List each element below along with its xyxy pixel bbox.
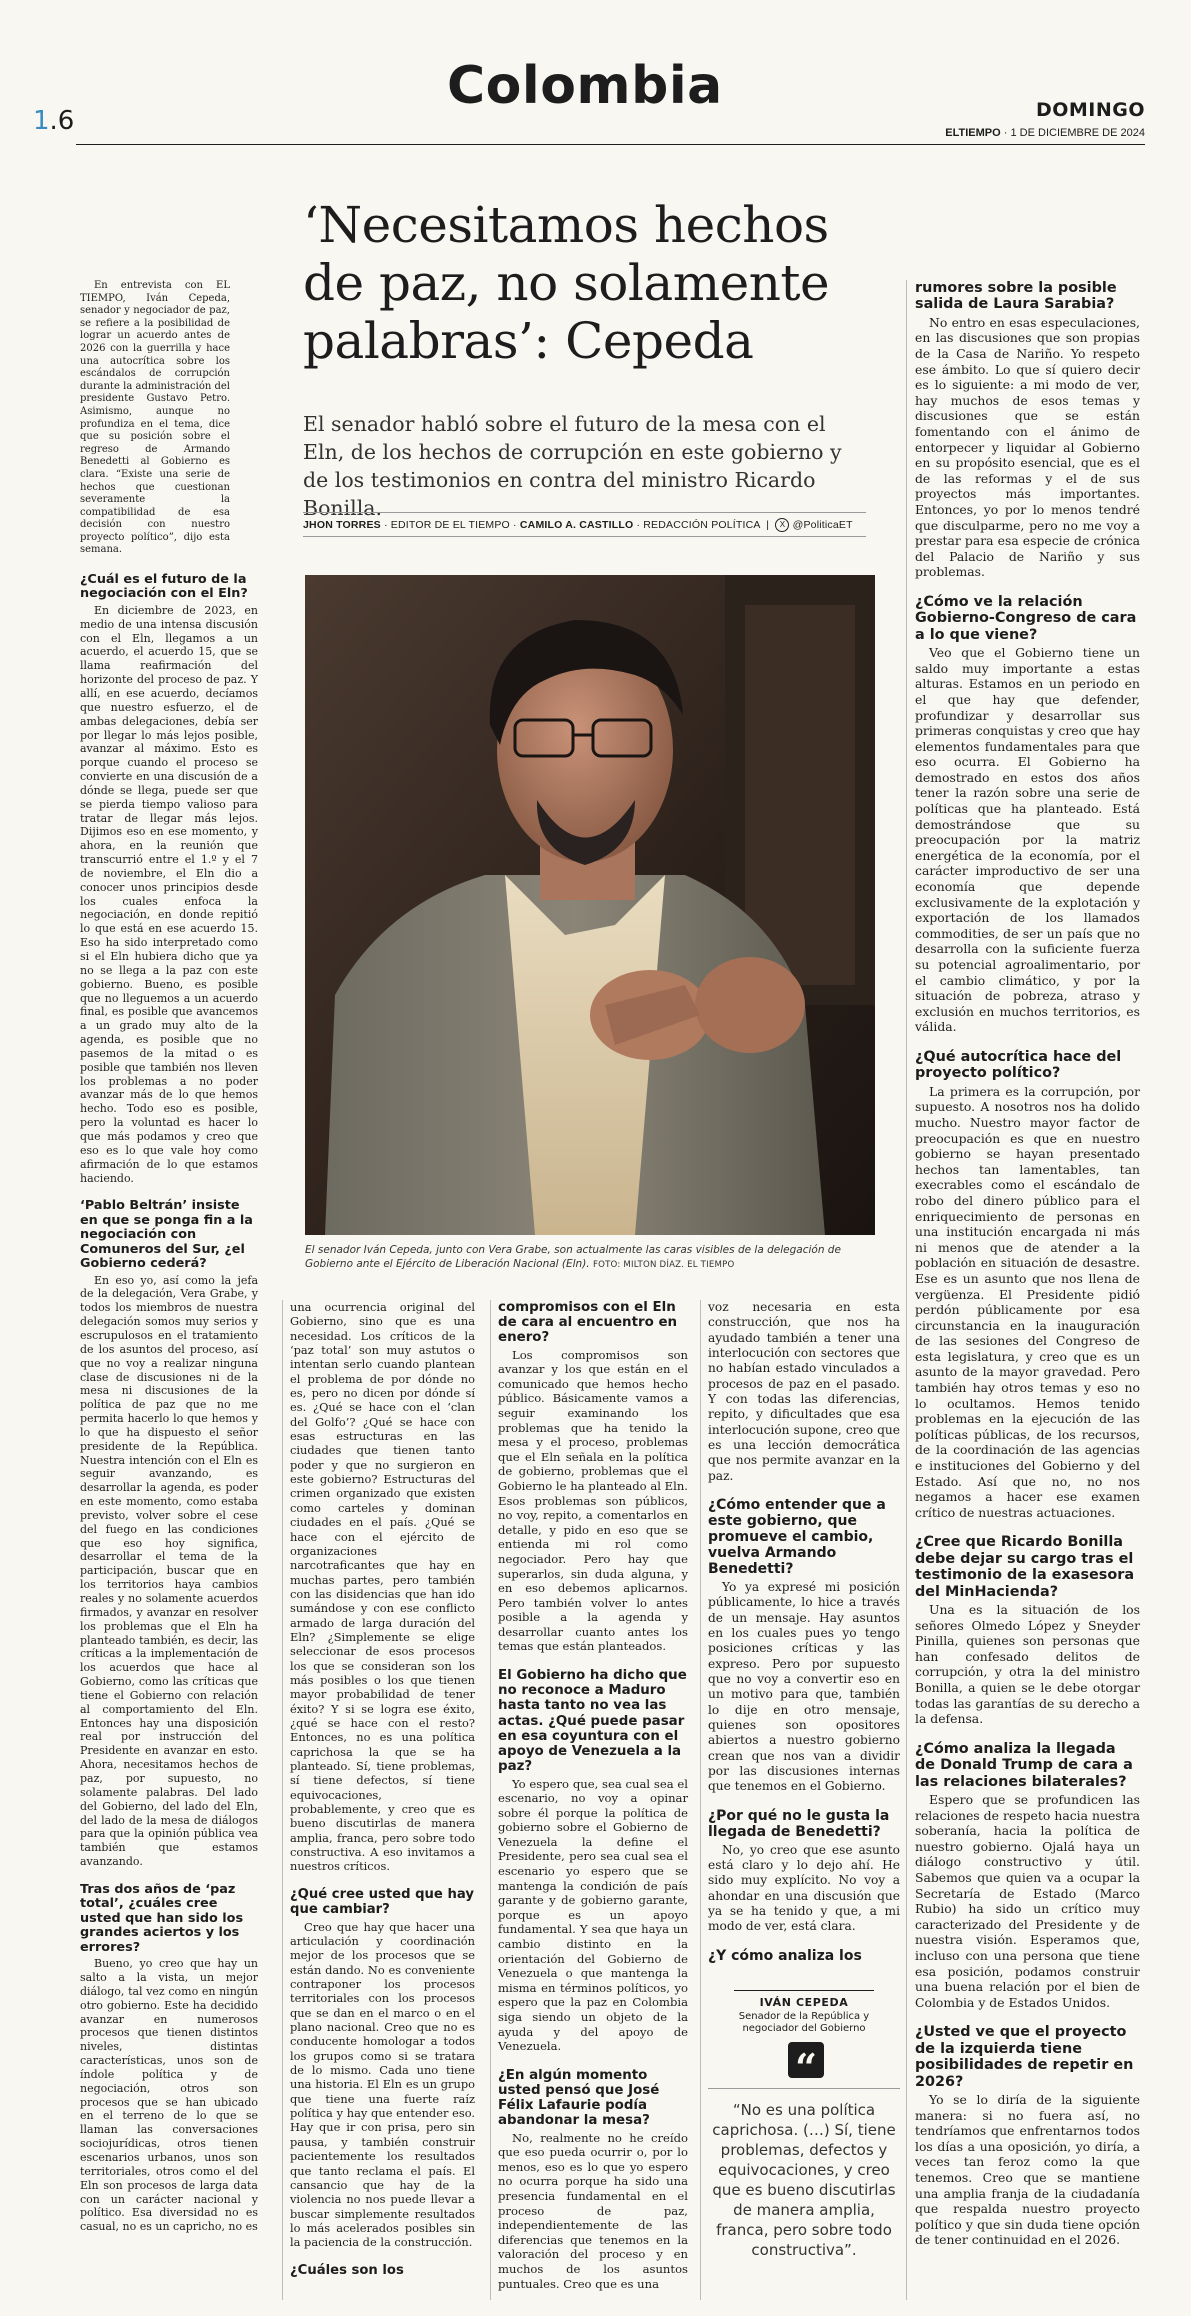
byline: JHON TORRES · EDITOR DE EL TIEMPO · CAMILO A. CASTILLO · REDACCIÓN POLÍTICA | X @PoliticaET bbox=[303, 518, 853, 531]
answer-paragraph: No entro en esas especulaciones, en las discusiones que son propias de la Casa de Nariño. Yo respeto ese ámbito. Lo que sí quiero decir es lo siguiente: a mi modo de ver, hay muchos de esos temas y discusiones que se están fomentando con el ánimo de entorpecer y liquidar al Gobierno en su propósito esencial, que es el de las reformas y el de sus proyectos más importantes. Entonces, yo por lo menos tendré que disculparme, pero no me voy a prestar para esa especie de crónica del Palacio de Nariño y sus problemas. bbox=[915, 314, 1140, 580]
pull-quote-text: “No es una política caprichosa. (…) Sí, tiene problemas, defectos y equivocaciones, y creo que es bueno discutirlas de manera amplia, franca, pero sobre todo constructiva”. bbox=[712, 2101, 896, 2259]
question-heading: ¿Qué cree usted que hay que cambiar? bbox=[290, 1886, 474, 1917]
question-heading: ¿Cuáles son los bbox=[290, 2262, 404, 2278]
column-divider bbox=[906, 280, 907, 2300]
answer-paragraph: No, yo creo que ese asunto está claro y lo dejo ahí. He sido muy explícito. No voy a ahondar en una discusión que ya se ha tenido y que, a mi modo de ver, está clara. bbox=[708, 1842, 900, 1934]
social-handle: @PoliticaET bbox=[792, 518, 853, 531]
author-1-role: · EDITOR DE EL TIEMPO · bbox=[383, 518, 517, 531]
question-heading: ¿Qué autocrítica hace del proyecto político? bbox=[915, 1048, 1122, 1082]
column-divider bbox=[282, 1300, 283, 2300]
question-heading: ¿Cómo analiza la llegada de Donald Trump de cara a las relaciones bilaterales? bbox=[915, 1740, 1133, 1790]
column-4 bbox=[708, 1300, 900, 1967]
column-divider bbox=[700, 1300, 701, 2300]
question-heading: ‘Pablo Beltrán’ insiste en que se ponga fin a la negociación con Comuneros del Sur, ¿el Gobierno cederá? bbox=[80, 1198, 253, 1272]
section-title: Colombia bbox=[447, 56, 723, 116]
quote-author-name: IVÁN CEPEDA bbox=[759, 1996, 849, 2009]
answer-paragraph: En eso yo, así como la jefa de la delegación, Vera Grabe, y todos los miembros de nuestra delegación somos muy serios y escrupulosos en el tratamiento de los asuntos del proceso, así que no voy a realizar ninguna clase de discusiones ni de la mesa ni discusiones de la política de paz que no me permita hacerlo lo que hemos y lo que ha dispuesto el señor presidente de la República. Nuestra intención con el Eln es seguir avanzando, es desarrollar la agenda, es poder en este momento, como estaba previsto, volver sobre el cese del fuego en las condiciones que eso hoy significa, desarrollar el tema de la participación, buscar que en los territorios haya cambios reales y no solamente acuerdos firmados, y avanzar en resolver los problemas que el Eln ha planteado también, es decir, las críticas a la implementación de los acuerdos que hace al Gobierno, como las críticas que tiene el Gobierno con relación al comportamiento del Eln. Entonces hay una disposición real por instrucción del Presidente en avanzar en esto. Ahora, necesitamos hechos de paz, por supuesto, no solamente palabras. Del lado del Gobierno, del lado del Eln, del lado de la mesa de diálogos para que la opinión pública vea también que estamos avanzando. bbox=[80, 1273, 258, 1869]
column-1 bbox=[80, 573, 258, 2234]
dateline: ELTIEMPO · 1 DE DICIEMBRE DE 2024 bbox=[945, 127, 1145, 139]
caption-text: El senador Iván Cepeda, junto con Vera Grabe, son actualmente las caras visibles de la delegación de Gobierno ante el Ejército de Liberación Nacional (Eln). bbox=[305, 1244, 841, 1270]
answer-paragraph: Los compromisos son avanzar y los que están en el comunicado que hemos hecho público. Básicamente vamos a seguir examinando los problemas que ha tenido la mesa y el proceso, problemas que el Eln señala en la política de gobierno, problemas que el Gobierno le ha planteado al Eln. Esos problemas son públicos, no voy, repito, a comentarlos en detalle, y pido en eso que se entienda mi rol como negociador. Pero hay que superarlos, sin duda alguna, y en eso debemos aplicarnos. Pero también volver lo antes posible a la agenda y desarrollar cuanto antes los temas que están planteados. bbox=[498, 1347, 688, 1654]
answer-paragraph: La primera es la corrupción, por supuesto. A nosotros nos ha dolido mucho. Nuestro mayor factor de preocupación es que en nuestro gobierno se hayan presentado hechos tan lamentables, tan execrables como el escándalo de robo del dinero público para el enriquecimiento de personas en una institución encargada ni más ni menos que de atender a la población en situación de desastre. Ese es un asunto que nos llena de vergüenza. El Presidente pidió perdón públicamente por esa circunstancia en la inauguración de las sesiones del Congreso de esta legislatura, y creo que es un asunto de la mayor gravedad. Pero también hay otros temas y eso no lo ocultamos. Hemos tenido problemas en la ejecución de las políticas públicas, de los recursos, de la coordinación de las agencias e instituciones del Gobierno y del Estado. Así que no, no nos negamos a hacer ese examen crítico de nuestras actuaciones. bbox=[915, 1083, 1140, 1520]
x-logo-icon: X bbox=[775, 518, 789, 532]
photo-illustration bbox=[305, 575, 875, 1235]
author-2-role: · REDACCIÓN POLÍTICA bbox=[636, 518, 761, 531]
answer-continued: una ocurrencia original del Gobierno, sino que es una necesidad. Los críticos de la ‘paz total’ son muy astutos o intentan serlo cuando plantean el problema de por dónde no es, pero no dicen por dónde sí es. ¿Qué se hace con el ‘clan del Golfo’? ¿Qué se hace con esas estructuras en las ciudades que tienen tanto poder y que no surgieron en este gobierno? Estructuras del crimen organizado que existen como carteles y dominan ciudades en el país. ¿Qué se hace con el ejército de organizaciones narcotraficantes que hay en muchas partes, pero también con las disidencias que han ido sumándose y con ese conflicto armado de larga duración del Eln? ¿Simplemente se elige seleccionar de esos procesos los que se consideran son los más posibles o los que tienen mayor probabilidad de tener éxito? Y si se logra ese éxito, ¿qué se hace con el resto? Entonces, no es una política caprichosa la que se ha planteado. Sí, tiene problemas, sí tiene defectos, sí tiene equivocaciones, probablemente, y creo que es bueno discutirlas de manera amplia, franca, pero sobre todo constructiva. A eso invitamos a nuestros críticos. bbox=[290, 1300, 475, 1874]
photo-caption bbox=[305, 1243, 880, 1272]
question-heading: ¿Cómo entender que a este gobierno, que promueve el cambio, vuelva Armando Benedetti? bbox=[708, 1497, 886, 1577]
pull-quote-box bbox=[708, 1990, 900, 2295]
column-3 bbox=[498, 1300, 688, 2291]
article-photo bbox=[305, 575, 875, 1235]
byline-rule-bottom bbox=[303, 536, 866, 537]
quote-rule-top bbox=[734, 1990, 874, 1991]
answer-paragraph: Una es la situación de los señores Olmedo López y Sneyder Pinilla, quienes son personas que han confesado delitos de corrupción, y otra la del ministro Bonilla, a quien se le debe otorgar todas las garantías de su derecho a la defensa. bbox=[915, 1602, 1140, 1727]
answer-paragraph: Creo que hay que hacer una articulación y coordinación mejor de los procesos que se están dando. No es conveniente contraponer los procesos territoriales con los procesos que se dan en el marco o en el plano nacional. Creo que no es conducente homologar a todos los grupos como si se tratara de lo mismo. Cada uno tiene una historia. El Eln es un grupo que tiene una fuerte raíz política y hay que entender eso. Hay que ir con prisa, pero sin pausa, y también construir pacientemente los resultados que tanto reclama el país. El cansancio que hay de la violencia no nos puede llevar a buscar simplemente resultados lo más acelerados posibles sin la paciencia de la construcción. bbox=[290, 1919, 475, 2250]
page-number: 1.6 bbox=[33, 106, 75, 136]
photo-credit: FOTO: MILTON DÍAZ. EL TIEMPO bbox=[593, 1260, 735, 1270]
answer-paragraph: Veo que el Gobierno tiene un saldo muy importante a estas alturas. Estamos en un periodo en el que hay que defender, profundizar y desarrollar sus primeras conquistas y creo que hay elementos fundamentales para que eso ocurra. El Gobierno ha demostrado en estos dos años tener la razón sobre una serie de políticas que ha planteado. Está demostrándose que su preocupación por la matriz energética de la economía, por el carácter improductivo de ser una economía que depende exclusivamente de la explotación y exportación de los llamados commodities, de ser un país que no desarrolla con la suficiente fuerza su potencial agroalimentario, por el cambio climático, y por la situación de pobreza, atraso y exclusión en muchos territorios, es válida. bbox=[915, 645, 1140, 1035]
quote-author-role: Senador de la República y negociador del Gobierno bbox=[738, 2011, 870, 2034]
answer-paragraph: Yo ya expresé mi posición públicamente, lo hice a través de un mensaje. Hay asuntos en los cuales pues yo tengo posiciones críticas y las expreso. Pero por supuesto que no voy a convertir eso en un motivo para que, también lo dije en otro mensaje, quienes son opositores abiertos a nuestro gobierno crean que nos van a dividir por las discusiones internas que tenemos en el Gobierno. bbox=[708, 1579, 900, 1794]
question-heading: ¿Cómo ve la relación Gobierno-Congreso de cara a lo que viene? bbox=[915, 593, 1137, 643]
author-1: JHON TORRES bbox=[303, 518, 381, 531]
headline: ‘Necesitamos hechos de paz, no solamente palabras’: Cepeda bbox=[303, 196, 830, 370]
answer-paragraph: Espero que se profundicen las relaciones de respeto hacia nuestra soberanía, hacia la política de nuestro gobierno. Ojalá haya un diálogo constructivo y útil. Sabemos que quien va a ocupar la Secretaría de Estado (Marco Rubio) ha sido un crítico muy caracterizado del Presidente y de nuestra visión. Esperamos que, incluso con una persona que tiene esa posición, podamos construir una buena relación por el bien de Colombia y de Estados Unidos. bbox=[915, 1792, 1140, 2010]
answer-paragraph: Yo se lo diría de la siguiente manera: si no fuera así, no tendríamos que enfrentarnos todos los días a una oposición, yo diría, a veces tan feroz como la que tenemos. Creo que se mantiene una amplia franja de la ciudadanía que respalda nuestro proyecto político y que sin duda tiene opción de tener continuidad en el 2026. bbox=[915, 2091, 1140, 2248]
deck: El senador habló sobre el futuro de la mesa con el Eln, de los hechos de corrupción en este gobierno y de los testimonios en contra del ministro Ricardo Bonilla. bbox=[303, 412, 842, 520]
question-heading: ¿Usted ve que el proyecto de la izquierda tiene posibilidades de repetir en 2026? bbox=[915, 2024, 1134, 2090]
byline-rule-top bbox=[303, 512, 866, 513]
answer-paragraph: Bueno, yo creo que hay un salto a la vista, un mejor diálogo, tal vez como en ningún otro gobierno. Este ha decidido avanzar en numerosos procesos que tienen distintos niveles, distintas características, unos son de índole política y de negociación, otros son procesos que se han ubicado en el terreno de lo que se llaman las conversaciones sociojurídicas, otros tienen escenarios urbanos, unos son territoriales, otros como el del Eln son procesos de larga data con un carácter nacional y político. Esa diversidad no es casual, no es un capricho, no es bbox=[80, 1957, 258, 2234]
column-divider bbox=[490, 1300, 491, 2300]
question-heading-continued: compromisos con el Eln de cara al encuentro en enero? bbox=[498, 1300, 678, 1346]
answer-paragraph: En diciembre de 2023, en medio de una intensa discusión con el Eln, llegamos a un acuerdo, el acuerdo 15, que se llama reafirmación del horizonte del proceso de paz. Y allí, en ese acuerdo, decíamos que nuestro esfuerzo, el de ambas delegaciones, debía ser por llegar lo más lejos posible, avanzar al máximo. Esto es porque cuando el proceso se convierte en una discusión de a dónde se llega, puede ser que se pierda tiempo valioso para tratar de llegar más lejos. Dijimos eso en ese momento, y ahora, en la reunión que transcurrió entre el 1.º y el 7 de noviembre, el Eln dio a conocer unos principios desde los cuales enfoca la negociación, en donde repitió lo que está en ese acuerdo 15. Eso ha sido interpretado como si el Eln hubiera dicho que ya no se llega a la paz con este gobierno. Bueno, es posible que no lleguemos a un acuerdo final, es posible que avancemos a un grado muy alto de la agenda, es posible que no pasemos de la mitad o es posible que también nos lleven los problemas a no poder avanzar más de lo que hemos hecho. Todo eso es posible, pero la voluntad es hacer lo que más podamos y creo que eso es lo que vale hoy como afirmación de lo que estamos haciendo. bbox=[80, 603, 258, 1185]
day-label: DOMINGO bbox=[1035, 99, 1145, 121]
question-heading-continued: rumores sobre la posible salida de Laura Sarabia? bbox=[915, 280, 1117, 313]
question-heading: ¿En algún momento usted pensó que José Félix Lafaurie podía abandonar la mesa? bbox=[498, 2067, 660, 2129]
question-heading: ¿Por qué no le gusta la llegada de Benedetti? bbox=[708, 1807, 890, 1840]
question-heading: ¿Cree que Ricardo Bonilla debe dejar su cargo tras el testimonio de la exasesora del MinHacienda? bbox=[915, 1534, 1135, 1600]
question-heading: El Gobierno ha dicho que no reconoce a Maduro hasta tanto no vea las actas. ¿Qué puede pasar en esa coyuntura con el apoyo de Venezuela a la paz? bbox=[498, 1668, 687, 1775]
header-rule bbox=[76, 144, 1145, 145]
column-2 bbox=[290, 1300, 475, 2281]
answer-continued: voz necesaria en esta construcción, que nos ha ayudado también a tener una interlocución con sectores que no habían estado vinculados a procesos de paz en el pasado. Y con todas las diferencias, repito, y dificultades que esa interlocución supone, creo que es una lección democrática que nos permite avanzar en la paz. bbox=[708, 1300, 900, 1483]
question-heading: Tras dos años de ‘paz total’, ¿cuáles cree usted que han sido los grandes aciertos y los errores? bbox=[80, 1881, 244, 1955]
answer-paragraph: Yo espero que, sea cual sea el escenario, no voy a opinar sobre él porque la política de gobierno sobre el Gobierno de Venezuela la define el Presidente, pero sea cual sea el escenario yo espero que se mantenga la condición de país garante y de gobierno garante, porque es un apoyo fundamental. Y sea que haya un cambio distinto en la orientación del Gobierno de Venezuela o que mantenga la misma en términos políticos, yo espero que la paz en Colombia siga siendo un objeto de la ayuda y del apoyo de Venezuela. bbox=[498, 1776, 688, 2054]
quote-rule-mid bbox=[708, 2088, 900, 2089]
intro-paragraph: En entrevista con EL TIEMPO, Iván Cepeda, senador y negociador de paz, se refiere a la posibilidad de lograr un acuerdo antes de 2026 con la guerrilla y hace una autocrítica sobre los escándalos de corrupción durante la administración del presidente Gustavo Petro. Asimismo, aunque no profundiza en el tema, dice que su posición sobre el regreso de Armando Benedetti al Gobierno es clara. “Existe una serie de hechos que cuestionan severamente la compatibilidad de esa decisión con nuestro proyecto político”, dijo esta semana. bbox=[80, 280, 231, 556]
paper-name: ELTIEMPO bbox=[945, 127, 1001, 139]
question-heading: ¿Cuál es el futuro de la negociación con el Eln? bbox=[80, 572, 248, 602]
quote-mark-icon: “ bbox=[788, 2042, 824, 2078]
column-5 bbox=[915, 280, 1140, 2248]
question-heading: ¿Y cómo analiza los bbox=[708, 1947, 862, 1964]
issue-date: 1 DE DICIEMBRE DE 2024 bbox=[1010, 127, 1145, 139]
author-2: CAMILO A. CASTILLO bbox=[519, 518, 634, 531]
answer-paragraph: No, realmente no he creído que eso pueda ocurrir o, por lo menos, eso es lo que yo espero no ocurra porque ha sido una presencia fundamental en el proceso de paz, independientemente de las diferencias que tenemos en la valoración del proceso y en muchos de los asuntos puntuales. Creo que es una bbox=[498, 2130, 688, 2291]
